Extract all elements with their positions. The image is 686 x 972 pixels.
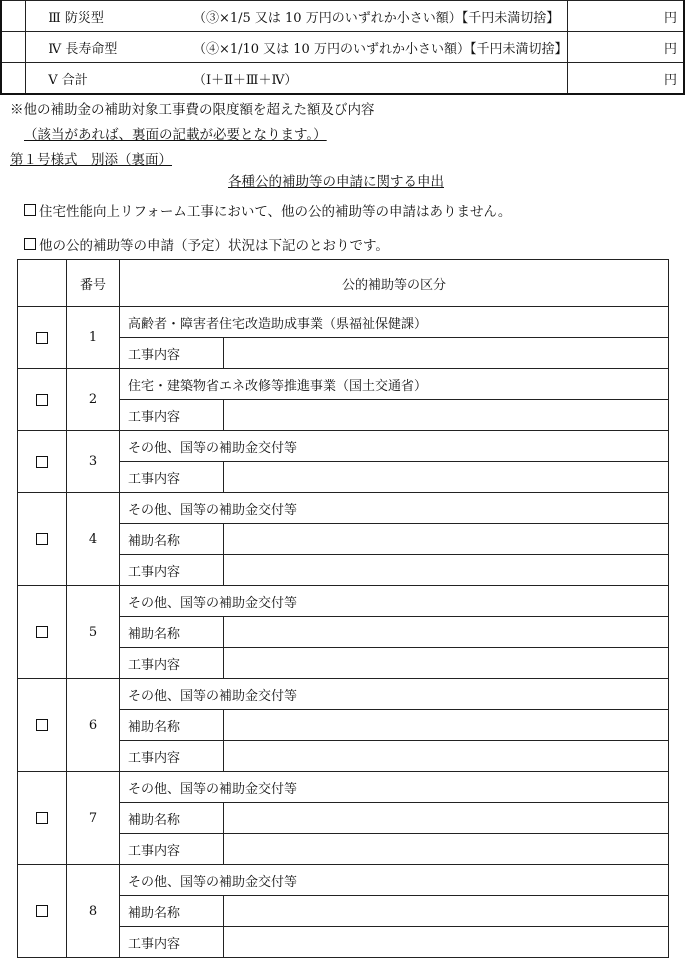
field-input[interactable] xyxy=(224,803,669,834)
yen-unit: 円 xyxy=(663,41,677,57)
row-checkbox-cell[interactable] xyxy=(18,865,67,958)
row-checkbox-cell[interactable] xyxy=(18,369,67,431)
header-category: 公的補助等の区分 xyxy=(120,260,669,307)
field-label: 補助名称 xyxy=(120,710,224,741)
field-input[interactable] xyxy=(224,462,669,493)
field-label: 工事内容 xyxy=(120,834,224,865)
field-input[interactable] xyxy=(224,927,669,958)
field-label: 補助名称 xyxy=(120,803,224,834)
table-row xyxy=(18,772,669,803)
note-line-2: （該当があれば、裏面の記載が必要となります。） xyxy=(24,127,327,143)
row-checkbox[interactable] xyxy=(36,812,48,824)
field-input[interactable] xyxy=(224,524,669,555)
row-number: 2 xyxy=(67,369,120,431)
field-input[interactable] xyxy=(224,338,669,369)
summary-left-cell xyxy=(1,63,26,95)
header-number: 番号 xyxy=(67,260,120,307)
row-checkbox-cell[interactable] xyxy=(18,679,67,772)
option-none[interactable] xyxy=(24,200,511,220)
row-checkbox[interactable] xyxy=(36,332,48,344)
header-check-cell xyxy=(18,260,67,307)
yen-unit: 円 xyxy=(663,72,677,88)
table-row xyxy=(18,865,669,896)
field-input[interactable] xyxy=(224,741,669,772)
field-input[interactable] xyxy=(224,648,669,679)
form-label: 第１号様式 別添（裏面） xyxy=(10,152,172,168)
summary-item: Ⅳ 長寿命型 xyxy=(26,32,163,63)
row-checkbox[interactable] xyxy=(36,533,48,545)
table-row xyxy=(18,586,669,617)
summary-left-cell xyxy=(1,1,26,32)
summary-amount-field[interactable] xyxy=(568,1,684,32)
field-label: 補助名称 xyxy=(120,896,224,927)
field-label: 補助名称 xyxy=(120,617,224,648)
row-checkbox-cell[interactable] xyxy=(18,586,67,679)
summary-row xyxy=(1,1,684,32)
checkbox-some[interactable] xyxy=(24,238,36,250)
field-input[interactable] xyxy=(224,555,669,586)
row-category: その他、国等の補助金交付等 xyxy=(120,431,669,462)
field-label: 工事内容 xyxy=(120,927,224,958)
summary-amount-field[interactable] xyxy=(568,63,684,95)
row-category: その他、国等の補助金交付等 xyxy=(120,679,669,710)
field-label: 補助名称 xyxy=(120,524,224,555)
field-input[interactable] xyxy=(224,896,669,927)
field-input[interactable] xyxy=(224,400,669,431)
field-label: 工事内容 xyxy=(120,338,224,369)
row-number: 8 xyxy=(67,865,120,958)
table-header-row xyxy=(18,260,669,307)
row-checkbox[interactable] xyxy=(36,626,48,638)
row-checkbox-cell[interactable] xyxy=(18,493,67,586)
row-checkbox-cell[interactable] xyxy=(18,431,67,493)
table-row xyxy=(18,493,669,524)
row-number: 1 xyxy=(67,307,120,369)
row-checkbox-cell[interactable] xyxy=(18,307,67,369)
summary-table xyxy=(0,0,685,95)
option-some-label: 他の公的補助等の申請（予定）状況は下記のとおりです。 xyxy=(39,238,389,254)
summary-item: Ⅴ 合計 xyxy=(26,63,163,95)
field-label: 工事内容 xyxy=(120,648,224,679)
row-category: その他、国等の補助金交付等 xyxy=(120,772,669,803)
checkbox-none[interactable] xyxy=(24,204,36,216)
table-row xyxy=(18,431,669,462)
yen-unit: 円 xyxy=(663,10,677,26)
row-checkbox[interactable] xyxy=(36,905,48,917)
row-checkbox[interactable] xyxy=(36,456,48,468)
row-category: その他、国等の補助金交付等 xyxy=(120,493,669,524)
row-category: 住宅・建築物省エネ改修等推進事業（国土交通省） xyxy=(120,369,669,400)
summary-row xyxy=(1,63,684,95)
row-category: その他、国等の補助金交付等 xyxy=(120,586,669,617)
row-checkbox[interactable] xyxy=(36,394,48,406)
row-checkbox[interactable] xyxy=(36,719,48,731)
summary-formula: （④×1/10 又は 10 万円のいずれか小さい額）【千円未満切捨】 xyxy=(163,32,568,63)
row-number: 3 xyxy=(67,431,120,493)
field-label: 工事内容 xyxy=(120,741,224,772)
summary-formula: （③×1/5 又は 10 万円のいずれか小さい額）【千円未満切捨】 xyxy=(163,1,568,32)
page-title: 各種公的補助等の申請に関する申出 xyxy=(228,174,444,190)
row-number: 6 xyxy=(67,679,120,772)
row-category: 高齢者・障害者住宅改造助成事業（県福祉保健課） xyxy=(120,307,669,338)
field-input[interactable] xyxy=(224,710,669,741)
summary-row xyxy=(1,32,684,63)
field-input[interactable] xyxy=(224,834,669,865)
note-line-1: ※他の補助金の補助対象工事費の限度額を超えた額及び内容 xyxy=(10,102,375,118)
row-checkbox-cell[interactable] xyxy=(18,772,67,865)
row-category: その他、国等の補助金交付等 xyxy=(120,865,669,896)
summary-left-cell xyxy=(1,32,26,63)
option-none-label: 住宅性能向上リフォーム工事において、他の公的補助等の申請はありません。 xyxy=(39,204,512,220)
field-label: 工事内容 xyxy=(120,555,224,586)
row-number: 7 xyxy=(67,772,120,865)
summary-item: Ⅲ 防災型 xyxy=(26,1,163,32)
summary-formula: （Ⅰ＋Ⅱ＋Ⅲ＋Ⅳ） xyxy=(163,63,568,95)
subsidy-table xyxy=(17,259,669,958)
table-row xyxy=(18,679,669,710)
field-input[interactable] xyxy=(224,617,669,648)
table-row xyxy=(18,307,669,338)
summary-amount-field[interactable] xyxy=(568,32,684,63)
table-row xyxy=(18,369,669,400)
row-number: 5 xyxy=(67,586,120,679)
field-label: 工事内容 xyxy=(120,400,224,431)
option-some[interactable] xyxy=(24,234,389,254)
row-number: 4 xyxy=(67,493,120,586)
field-label: 工事内容 xyxy=(120,462,224,493)
